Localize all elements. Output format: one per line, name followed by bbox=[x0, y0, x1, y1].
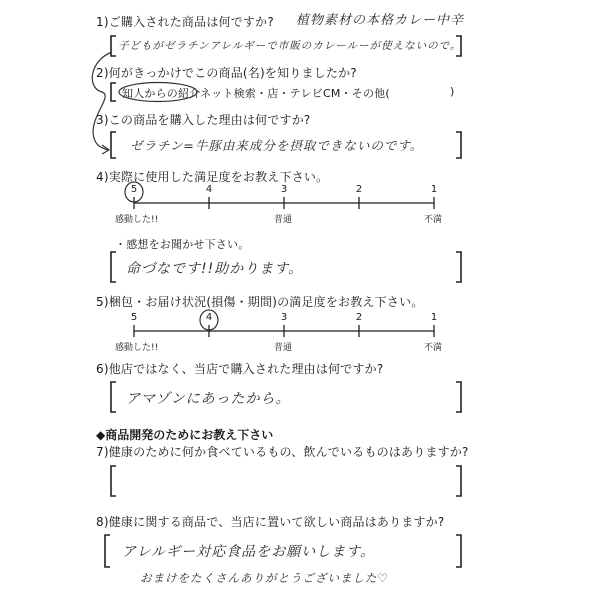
q2-option-circled: 知人からの紹介 bbox=[122, 87, 201, 100]
q6-answer: アマゾンにあったから。 bbox=[126, 391, 291, 407]
q7-answer-box bbox=[110, 464, 462, 498]
q1-product-answer: 植物素材の本格カレー中辛 bbox=[296, 13, 465, 28]
q1-answer: 子どもがゼラチンアレルギーで市販のカレールーが使えないので。 bbox=[118, 40, 462, 52]
q8-question: 8)健康に関する商品で、当店に置いて欲しい商品はありますか? bbox=[96, 515, 445, 529]
q2-question: 2)何がきっかけでこの商品(名)を知りましたか? bbox=[96, 66, 357, 80]
q2-options: ネット検索・店・テレビCM・その他( bbox=[200, 87, 390, 100]
q4-scale-tick-label-1: 1 bbox=[430, 184, 438, 195]
q1-question: 1)ご購入された商品は何ですか? bbox=[96, 15, 274, 29]
q7-question: 7)健康のために何か食べているもの、飲んでいるものはありますか? bbox=[96, 445, 469, 459]
q8-note: おまけをたくさんありがとうございました♡ bbox=[140, 571, 389, 585]
q4-scale-tick-label-4: 4 bbox=[205, 184, 213, 195]
q4-label-low: 不満 bbox=[424, 215, 443, 225]
q4-label-mid: 普通 bbox=[274, 215, 293, 225]
q4-scale-tick-label-2: 2 bbox=[355, 184, 363, 195]
q5-question: 5)梱包・お届け状況(損傷・期間)の満足度をお教え下さい。 bbox=[96, 295, 424, 309]
q4b-answer: 命づなです!!助かります。 bbox=[126, 261, 304, 277]
q5-label-low: 不満 bbox=[424, 343, 443, 353]
q4b-question: ・感想をお聞かせ下さい。 bbox=[115, 238, 250, 251]
q5-scale-tick-label-5: 5 bbox=[130, 312, 138, 323]
q2-close: ) bbox=[450, 85, 455, 98]
q5-scale-tick-label-2: 2 bbox=[355, 312, 363, 323]
q5-scale-tick-label-4: 4 bbox=[205, 312, 213, 323]
q4-scale-tick-label-5: 5 bbox=[130, 184, 138, 195]
q3-answer: ゼラチン=牛豚由来成分を摂取できないのです。 bbox=[130, 138, 424, 153]
q5-label-mid: 普通 bbox=[274, 343, 293, 353]
q6-question: 6)他店ではなく、当店で購入された理由は何ですか? bbox=[96, 362, 384, 376]
q5-scale-tick-label-1: 1 bbox=[430, 312, 438, 323]
q8-answer: アレルギー対応食品をお願いします。 bbox=[122, 544, 375, 560]
section-heading: ◆商品開発のためにお教え下さい bbox=[96, 428, 274, 442]
q4-scale-tick-label-3: 3 bbox=[280, 184, 288, 195]
q4-label-high: 感動した!! bbox=[115, 215, 159, 225]
q3-question: 3)この商品を購入した理由は何ですか? bbox=[96, 113, 311, 127]
q4-question: 4)実際に使用した満足度をお教え下さい。 bbox=[96, 170, 329, 184]
q5-scale-tick-label-3: 3 bbox=[280, 312, 288, 323]
q5-label-high: 感動した!! bbox=[115, 343, 159, 353]
